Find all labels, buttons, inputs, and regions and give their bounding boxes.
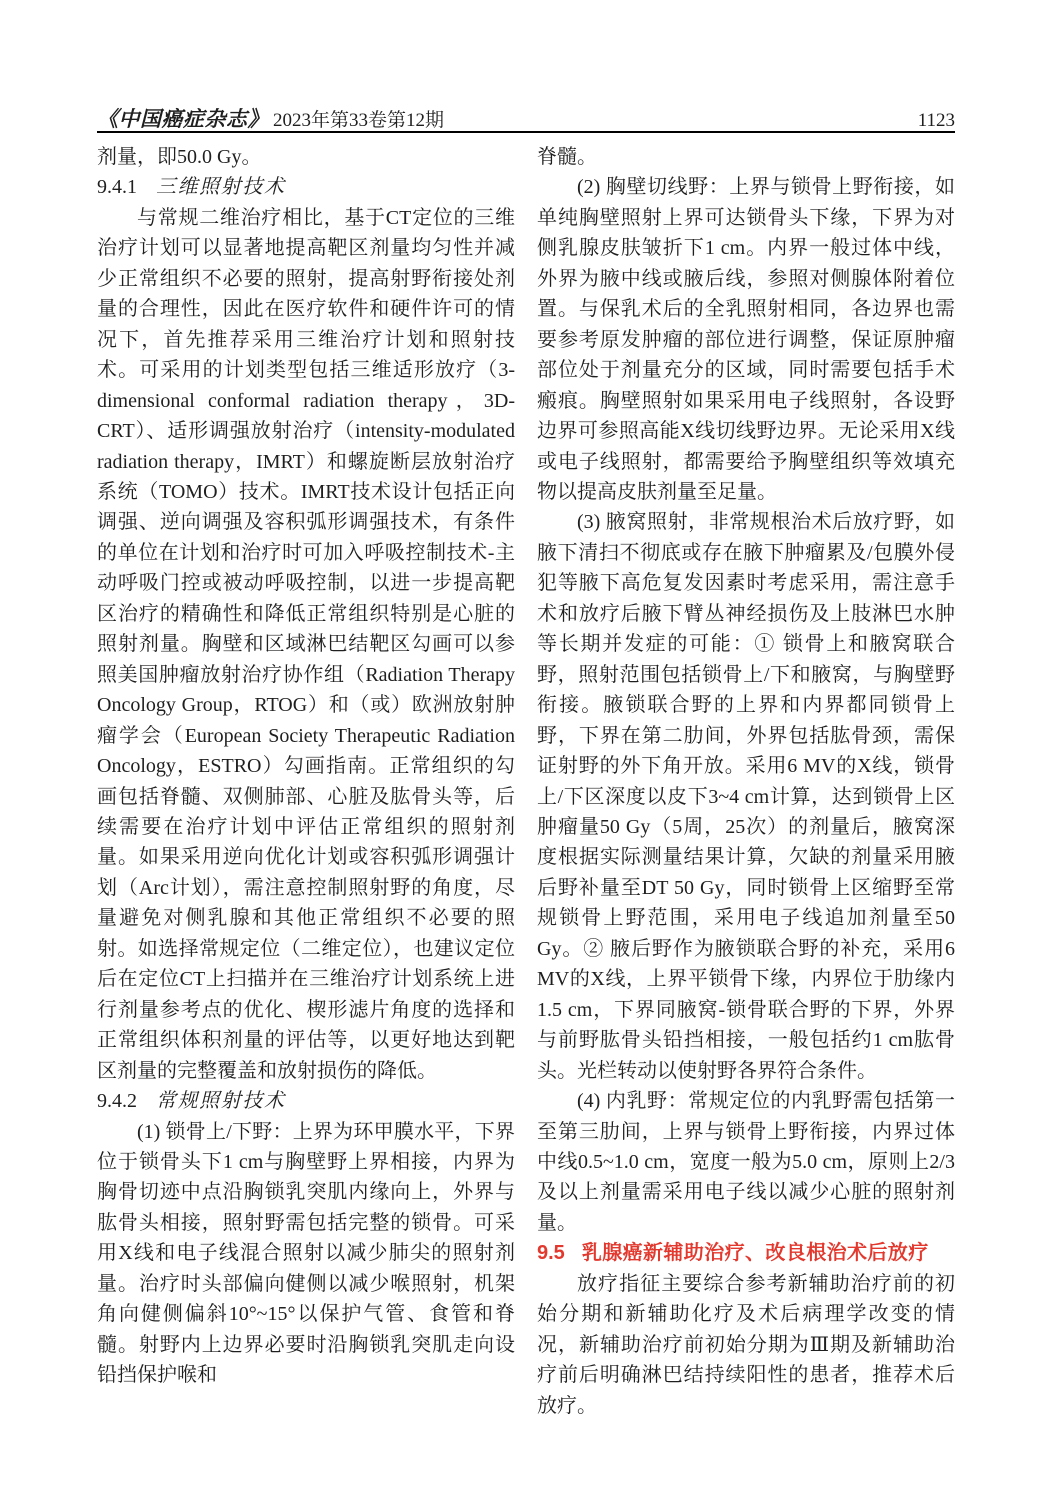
body-paragraph: (2) 胸壁切线野：上界与锁骨上野衔接，如单纯胸壁照射上界可达锁骨头下缘，下界为对侧乳腺皮肤皱折下1 cm。内界一般过体中线，外界为腋中线或腋后线，参照对侧腺体附着位置。与保乳术后的全乳照射相同，各边界也需要参考原发肿瘤的部位进行调整，保证原肿瘤部位处于剂量充分的区域，同时需要包括手术瘢痕。胸壁照射如果采用电子线照射，各设野边界可参照高能X线切线野边界。无论采用X线或电子线照射，都需要给予胸壁组织等效填充物以提高皮肤剂量至足量。	[537, 176, 955, 503]
section-number: 9.4.2	[97, 1090, 137, 1113]
section-heading-9-4-1	[97, 172, 515, 202]
section-title: 乳腺癌新辅助治疗、改良根治术后放疗	[581, 1242, 929, 1265]
continuation-paragraph: 脊髓。	[537, 146, 597, 168]
section-heading-9-5	[537, 1238, 955, 1268]
body-paragraph: 与常规二维治疗相比，基于CT定位的三维治疗计划可以显著地提高靶区剂量均匀性并减少正常组织不必要的照射，提高射野衔接处剂量的合理性，因此在医疗软件和硬件许可的情况下，首先推荐采用三维治疗计划和照射技术。可采用的计划类型包括三维适形放疗（3-dimensional conformal radiation therapy，3D-CRT）、适形调强放射治疗（intensity-modulated radiation therapy，IMRT）和螺旋断层放射治疗系统（TOMO）技术。IMRT技术设计包括正向调强、逆向调强及容积弧形调强技术，有条件的单位在计划和治疗时可加入呼吸控制技术-主动呼吸门控或被动呼吸控制，以进一步提高靶区治疗的精确性和降低正常组织特别是心脏的照射剂量。胸壁和区域淋巴结靶区勾画可以参照美国肿瘤放射治疗协作组（Radiation Therapy Oncology Group，RTOG）和（或）欧洲放射肿瘤学会（European Society Therapeutic Radiation Oncology，ESTRO）勾画指南。正常组织的勾画包括脊髓、双侧肺部、心脏及肱骨头等，后续需要在治疗计划中评估正常组织的照射剂量。如果采用逆向优化计划或容积弧形调强计划（Arc计划），需注意控制照射野的角度，尽量避免对侧乳腺和其他正常组织不必要的照射。如选择常规定位（二维定位），也建议定位后在定位CT上扫描并在三维治疗计划系统上进行剂量参考点的优化、楔形滤片角度的选择和正常组织体积剂量的评估等，以更好地达到靶区剂量的完整覆盖和放射损伤的降低。	[97, 206, 515, 1082]
two-column-body	[97, 142, 955, 1421]
body-paragraph: 放疗指征主要综合参考新辅助治疗前的初始分期和新辅助化疗及术后病理学改变的情况，新辅助治疗前初始分期为Ⅲ期及新辅助治疗前后明确淋巴结持续阳性的患者，推荐术后放疗。	[537, 1272, 955, 1417]
page-number: 1123	[917, 110, 955, 131]
body-paragraph: (3) 腋窝照射，非常规根治术后放疗野，如腋下清扫不彻底或存在腋下肿瘤累及/包膜外侵犯等腋下高危复发因素时考虑采用，需注意手术和放疗后腋下臂丛神经损伤及上肢淋巴水肿等长期并发症的可能：① 锁骨上和腋窝联合野，照射范围包括锁骨上/下和腋窝，与胸壁野衔接。腋锁联合野的上界和内界都同锁骨上野，下界在第二肋间，外界包括肱骨颈，需保证射野的外下角开放。采用6 MV的X线，锁骨上/下区深度以皮下3~4 cm计算，达到锁骨上区肿瘤量50 Gy（5周，25次）的剂量后，腋窝深度根据实际测量结果计算，欠缺的剂量采用腋后野补量至DT 50 Gy，同时锁骨上区缩野至常规锁骨上野范围，采用电子线追加剂量至50 Gy。② 腋后野作为腋锁联合野的补充，采用6 MV的X线，上界平锁骨下缘，内界位于肋缘内1.5 cm，下界同腋窝-锁骨联合野的下界，外界与前野肱骨头铅挡相接，一般包括约1 cm肱骨头。光栏转动以使射野各界符合条件。	[537, 511, 955, 1082]
section-number: 9.5	[537, 1242, 565, 1265]
page-header	[97, 103, 955, 133]
right-column	[537, 142, 955, 1421]
section-title: 常规照射技术	[156, 1090, 286, 1113]
section-number: 9.4.1	[97, 176, 137, 199]
section-title: 三维照射技术	[156, 176, 286, 199]
issue-info: 2023年第33卷第12期	[273, 110, 445, 131]
header-divider	[97, 131, 955, 133]
body-paragraph: (1) 锁骨上/下野：上界为环甲膜水平，下界位于锁骨头下1 cm与胸壁野上界相接，内界为胸骨切迹中点沿胸锁乳突肌内缘向上，外界与肱骨头相接，照射野需包括完整的锁骨。可采用X线和电子线混合照射以减少肺尖的照射剂量。治疗时头部偏向健侧以减少喉照射，机架角向健侧偏斜10°~15°以保护气管、食管和脊髓。射野内上边界必要时沿胸锁乳突肌走向设铅挡保护喉和	[97, 1120, 515, 1387]
left-column	[97, 142, 515, 1421]
continuation-paragraph: 剂量，即50.0 Gy。	[97, 146, 262, 168]
section-heading-9-4-2	[97, 1086, 515, 1116]
journal-title: 《中国癌症杂志》	[97, 107, 269, 131]
body-paragraph: (4) 内乳野：常规定位的内乳野需包括第一至第三肋间，上界与锁骨上野衔接，内界过体中线0.5~1.0 cm，宽度一般为5.0 cm，原则上2/3及以上剂量需采用电子线以减少心脏的照射剂量。	[537, 1090, 955, 1234]
